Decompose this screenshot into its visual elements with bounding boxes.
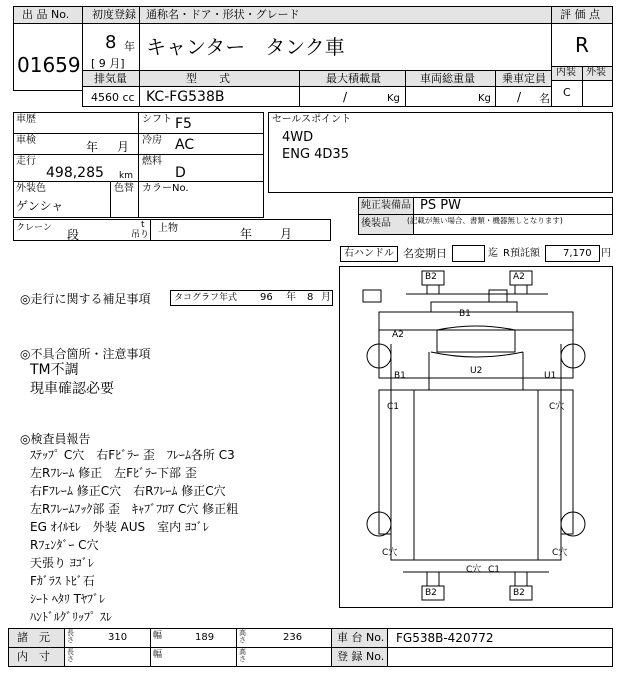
sales-point-label: セールスポイント bbox=[272, 114, 352, 125]
lot-label: 出 品 No. bbox=[22, 8, 70, 21]
aftermarket-label: 後装品 bbox=[361, 218, 391, 229]
body-month-unit: 月 bbox=[280, 227, 293, 241]
defect-line-2: 現車確認必要 bbox=[30, 381, 114, 397]
mark-front-right: A2 bbox=[513, 272, 525, 282]
history-label: 車歴 bbox=[16, 114, 36, 125]
inspector-line-8: Fｶﾞﾗｽ ﾄﾋﾞ石 bbox=[30, 574, 95, 588]
mark-right-body: C穴 bbox=[549, 402, 565, 412]
driving-notes-title: ◎走行に関する補足事項 bbox=[20, 292, 151, 306]
defect-line-1: TM不調 bbox=[30, 362, 79, 378]
gvw-label: 車両総重量 bbox=[420, 72, 475, 85]
ac-value: AC bbox=[175, 137, 195, 153]
interior-score: C bbox=[563, 86, 571, 99]
aftermarket-note: (記載が無い場合、書類・機器無しとなります) bbox=[407, 216, 563, 225]
tacho-year: 96 bbox=[260, 292, 273, 303]
body-label: 上物 bbox=[158, 223, 178, 234]
ac-label: 冷房 bbox=[142, 135, 162, 146]
inspector-line-5: EG ｵｲﾙﾓﾚ 外装 AUS 室内 ﾖｺﾞﾚ bbox=[30, 520, 209, 534]
name-label: 通称名・ドア・形状・グレード bbox=[146, 8, 300, 21]
tacho-year-unit: 年 bbox=[286, 292, 296, 303]
mark-hood: B1 bbox=[459, 309, 471, 319]
mark-left-rear: C穴 bbox=[382, 548, 398, 558]
body-year-unit: 年 bbox=[240, 227, 253, 241]
lot-number: 01659 bbox=[17, 53, 81, 77]
crane-t: t bbox=[141, 220, 145, 230]
width-value: 189 bbox=[195, 632, 215, 643]
truck-outline-diagram bbox=[339, 266, 613, 608]
reg-no-cell bbox=[387, 647, 613, 667]
mileage-unit: km bbox=[119, 171, 133, 181]
tacho-month: 8 bbox=[307, 292, 314, 303]
mark-roof: U2 bbox=[470, 366, 483, 376]
max-load-unit: Kg bbox=[387, 93, 400, 104]
mileage-value: 498,285 bbox=[46, 165, 104, 181]
r-deposit-value: 7,170 bbox=[563, 248, 592, 259]
color-value: ゲンシャ bbox=[16, 199, 64, 213]
length-small-label: 長さ bbox=[67, 629, 74, 644]
name-change-label: 名変期日 bbox=[403, 247, 447, 260]
interior-dims-label: 内 寸 bbox=[17, 650, 50, 663]
genuine-label: 純正装備品 bbox=[361, 200, 411, 211]
width-small-label: 幅 bbox=[153, 631, 163, 641]
mark-rear-bumper-2: C1 bbox=[488, 565, 501, 575]
dims-label: 諸 元 bbox=[17, 631, 50, 644]
in-width-cell bbox=[150, 647, 237, 667]
inspector-line-1: ｽﾃｯﾌﾟ C穴 右Fﾋﾞﾗｰ 歪 ﾌﾚｰﾑ各所 C3 bbox=[30, 448, 235, 462]
mark-left-cab: A2 bbox=[392, 330, 404, 340]
height-value: 236 bbox=[283, 632, 303, 643]
crane-label: クレーン bbox=[16, 223, 52, 233]
mileage-label: 走行 bbox=[16, 156, 36, 167]
fuel-label: 燃料 bbox=[142, 156, 162, 167]
capacity-unit: 名 bbox=[539, 92, 550, 105]
displacement-value: 4560 cc bbox=[91, 91, 135, 104]
inspector-line-9: ｼｰﾄ ﾍﾀﾘ Tﾔﾌﾞﾚ bbox=[30, 592, 105, 606]
rating-label: 評 価 点 bbox=[560, 8, 600, 21]
fuel-value: D bbox=[175, 165, 186, 181]
model-label: 型 式 bbox=[186, 72, 230, 85]
mark-right-rear: C穴 bbox=[552, 548, 568, 558]
in-length-cell bbox=[64, 647, 151, 667]
reg-month: [ 9 月] bbox=[91, 57, 125, 70]
in-width-small-label: 幅 bbox=[153, 650, 163, 660]
car-name: キャンター タンク車 bbox=[146, 35, 345, 59]
defect-title: ◎不具合箇所・注意事項 bbox=[20, 347, 151, 361]
tacho-month-unit: 月 bbox=[321, 292, 331, 303]
shift-value: F5 bbox=[175, 116, 192, 132]
inspector-line-7: 天張り ﾖｺﾞﾚ bbox=[30, 556, 94, 570]
color-code-label: カラーNo. bbox=[142, 183, 189, 194]
inspector-line-6: Rﾌｪﾝﾀﾞｰ C穴 bbox=[30, 538, 99, 552]
inspection-month-unit: 月 bbox=[117, 140, 130, 154]
in-length-small-label: 長さ bbox=[67, 648, 74, 663]
mark-left-body: C1 bbox=[387, 402, 400, 412]
capacity-slash: / bbox=[517, 90, 522, 104]
exterior-score-cell bbox=[582, 80, 613, 107]
max-load-label: 最大積載量 bbox=[326, 72, 381, 85]
mark-right-door: U1 bbox=[544, 371, 557, 381]
chassis-label: 車 台 No. bbox=[337, 631, 385, 644]
inspector-line-2: 左Rﾌﾚｰﾑ 修正 左Fﾋﾞﾗｰ下部 歪 bbox=[30, 466, 197, 480]
genuine-value: PS PW bbox=[420, 198, 461, 213]
in-height-cell bbox=[236, 647, 332, 667]
r-deposit-unit: 円 bbox=[601, 248, 611, 259]
height-small-label: 高さ bbox=[239, 629, 246, 644]
inspector-line-4: 左Rﾌﾚｰﾑﾌｯｸ部 歪 ｷｬﾌﾞﾌﾛｱ C穴 修正粗 bbox=[30, 502, 239, 516]
inspection-label: 車検 bbox=[16, 135, 36, 146]
reg-year-unit: 年 bbox=[124, 40, 135, 53]
gvw-unit: Kg bbox=[478, 93, 491, 104]
crane-lift: 吊り bbox=[131, 230, 150, 240]
tacho-label: タコグラフ年式 bbox=[174, 293, 238, 303]
interior-label: 内装 bbox=[556, 67, 576, 78]
mark-rear-left: B2 bbox=[425, 588, 437, 598]
inspector-line-10: ﾊﾝﾄﾞﾙｸﾞﾘｯﾌﾟ ｽﾚ bbox=[30, 610, 112, 624]
color-label: 外装色 bbox=[16, 183, 46, 194]
rating-value: R bbox=[575, 33, 589, 57]
r-deposit-label: R預託額 bbox=[503, 248, 540, 259]
name-change-box bbox=[452, 245, 485, 262]
mark-rear-bumper: C穴 bbox=[466, 565, 482, 575]
sales-point-line-1: 4WD bbox=[282, 130, 314, 145]
mark-left-door: B1 bbox=[394, 371, 406, 381]
displacement-label: 排気量 bbox=[94, 72, 127, 85]
model-value: KC-FG538B bbox=[146, 89, 225, 105]
mark-rear-right: B2 bbox=[513, 588, 525, 598]
in-height-small-label: 高さ bbox=[239, 648, 246, 663]
inspector-title: ◎検査員報告 bbox=[20, 432, 91, 446]
chassis-value: FG538B-420772 bbox=[396, 631, 494, 645]
reg-no-label: 登 録 No. bbox=[337, 650, 385, 663]
max-load-slash: / bbox=[343, 90, 348, 104]
handle-value: 右ハンドル bbox=[344, 248, 394, 259]
inspection-year-unit: 年 bbox=[86, 140, 99, 154]
capacity-label: 乗車定員 bbox=[502, 72, 546, 85]
inspector-line-3: 右Fﾌﾚｰﾑ 修正C穴 右Rﾌﾚｰﾑ 修正C穴 bbox=[30, 484, 226, 498]
crane-stage: 段 bbox=[67, 228, 80, 242]
width-cell bbox=[150, 628, 237, 648]
exterior-label: 外装 bbox=[586, 67, 606, 78]
first-reg-label: 初度登録 bbox=[92, 8, 136, 21]
mark-front-left: B2 bbox=[425, 272, 437, 282]
sales-point-line-2: ENG 4D35 bbox=[282, 147, 349, 162]
length-value: 310 bbox=[108, 632, 128, 643]
until-label: 迄 bbox=[488, 248, 498, 259]
reg-year: 8 bbox=[105, 32, 117, 53]
color-change-label: 色替 bbox=[114, 183, 134, 194]
shift-label: シフト bbox=[142, 114, 172, 125]
